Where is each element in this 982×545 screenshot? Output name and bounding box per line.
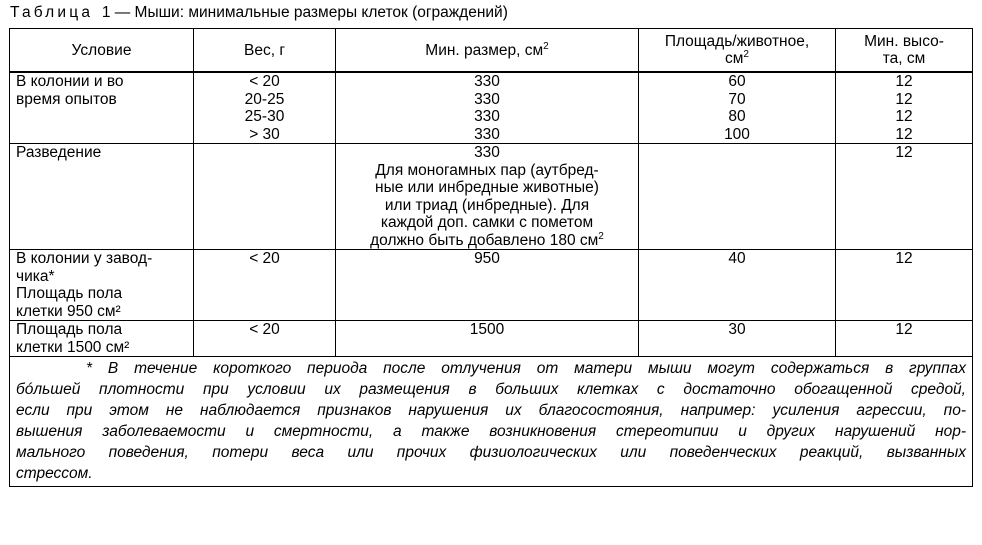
header-condition: Условие [10, 29, 194, 73]
cell-height-breeding: 12 [836, 144, 973, 250]
footnote-line: * В течение короткого периода после отлучения от матери мыши могут содержаться в группах [86, 360, 966, 377]
mice-cage-size-table [9, 28, 973, 487]
cell-condition-colony: В колонии и во время опытов [10, 72, 194, 144]
footnote-line: если при этом не наблюдается признаков нарушения их благосостояния, например: усиления агрессии, по- [16, 402, 966, 419]
cell-size-breeder: 950 [336, 250, 639, 321]
table-row-footnote [10, 357, 973, 487]
cell-area-breeder: 40 [639, 250, 836, 321]
breeding-note-sup: 2 [598, 230, 604, 242]
header-min-size-sup: 2 [543, 40, 549, 52]
caption-word: Таблица [10, 4, 94, 21]
footnote-line: вышения заболеваемости и смертности, а также возникновения стереотипии и других нарушений нор- [16, 423, 966, 440]
table-row-breeder [10, 250, 973, 321]
cell-condition-breeder: В колонии у завод- чика* Площадь пола клетки 950 см² [10, 250, 194, 321]
header-area-per-animal: Площадь/животное, $см^2$ [639, 29, 836, 73]
cell-condition-breeding: Разведение [10, 144, 194, 250]
header-min-size: Мин. размер, $см^2$ [336, 29, 639, 73]
cell-areas-colony: 60 70 80 100 [639, 72, 836, 144]
cell-heights-colony: 12 12 12 12 [836, 72, 973, 144]
caption-text: — Мыши: минимальные размеры клеток (ограждений) [114, 4, 508, 21]
table-caption [10, 3, 508, 23]
cell-weight-breeding [194, 144, 336, 250]
header-min-height: Мин. высо- та, см [836, 29, 973, 73]
table-header-row [10, 29, 973, 73]
cell-size-floor-1500: 1500 [336, 321, 639, 357]
cell-area-floor-1500: 30 [639, 321, 836, 357]
table-row-colony [10, 72, 973, 144]
cell-height-breeder: 12 [836, 250, 973, 321]
cell-size-breeding: 330 Для моногамных пар (аутбред- ные или инбредные животные) или триад (инбредные). Для каждой доп. самки с пометом должно быть добавлено 180 $см^2$ [336, 144, 639, 250]
header-area-sup: 2 [743, 48, 749, 60]
cell-condition-floor-1500: Площадь пола клетки 1500 см² [10, 321, 194, 357]
cell-weights-colony: < 20 20-25 25-30 > 30 [194, 72, 336, 144]
cell-sizes-colony: 330 330 330 330 [336, 72, 639, 144]
footnote-line: бóльшей плотности при условии их размещения в больших клетках с достаточно обогащенной средой, [16, 381, 966, 398]
footnote-last-line: стрессом. [16, 465, 93, 482]
footnote-cell [10, 357, 973, 487]
table-row-floor-1500 [10, 321, 973, 357]
cell-weight-floor-1500: < 20 [194, 321, 336, 357]
footnote-line: мального поведения, потери веса или прочих физиологических или поведенческих реакций, вызванных [16, 444, 966, 461]
cell-height-floor-1500: 12 [836, 321, 973, 357]
header-weight: Вес, г [194, 29, 336, 73]
table-row-breeding [10, 144, 973, 250]
cell-weight-breeder: < 20 [194, 250, 336, 321]
caption-number: 1 [101, 4, 111, 21]
cell-area-breeding [639, 144, 836, 250]
